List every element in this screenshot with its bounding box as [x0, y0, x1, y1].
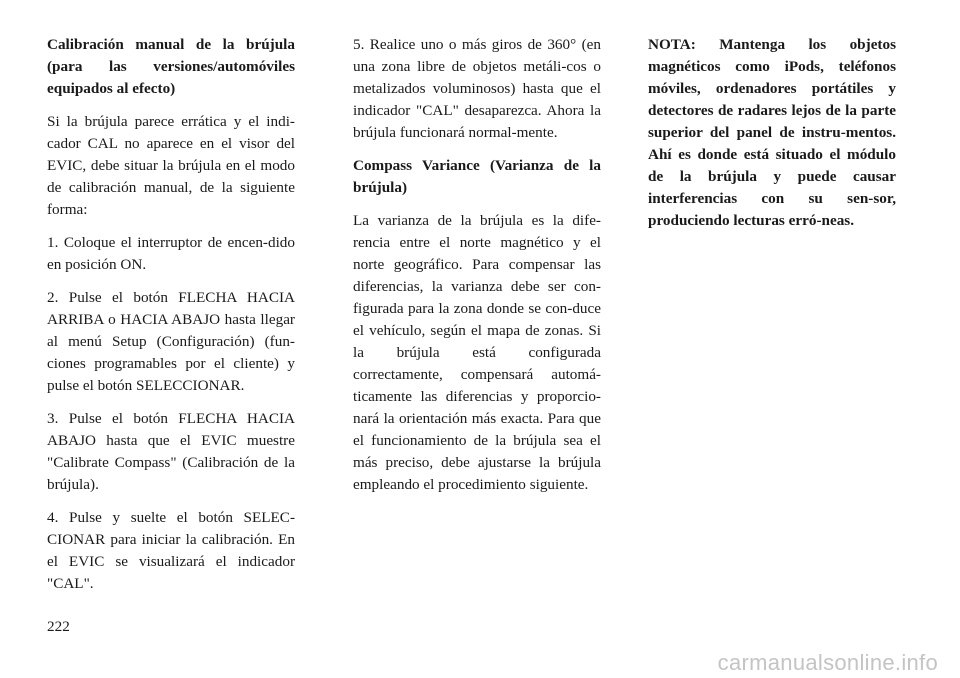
text-column-3 — [648, 34, 896, 243]
section-heading-manual-calibration: Calibración manual de la brújula (para las versiones/automóviles equipados al efecto) — [47, 36, 295, 97]
step-1: 1. Coloque el interruptor de encen-dido en posición ON. — [47, 234, 295, 273]
step-2: 2. Pulse el botón FLECHA HACIA ARRIBA o HACIA ABAJO hasta llegar al menú Setup (Configuración) (fun-ciones programables por el cliente) y pulse el botón SELECCIONAR. — [47, 289, 295, 394]
intro-paragraph: Si la brújula parece errática y el indi-cador CAL no aparece en el visor del EVIC, debe situar la brújula en el modo de calibración manual, de la siguiente forma: — [47, 113, 295, 218]
text-column-1 — [47, 34, 295, 606]
step-4: 4. Pulse y suelte el botón SELEC-CIONAR para iniciar la calibración. En el EVIC se visualizará el indicador "CAL". — [47, 509, 295, 592]
watermark: carmanualsonline.info — [717, 650, 938, 675]
text-column-2 — [353, 34, 601, 507]
note-paragraph: NOTA: Mantenga los objetos magnéticos como iPods, teléfonos móviles, ordenadores portátiles y detectores de radares lejos de la parte superior del panel de instru-mentos. Ahí es donde está situado el módulo de la brújula y puede causar interferencias con su sen-sor, produciendo lecturas erró-neas. — [648, 36, 896, 229]
section-heading-compass-variance: Compass Variance (Varianza de la brújula) — [353, 157, 601, 196]
step-5: 5. Realice uno o más giros de 360° (en una zona libre de objetos metáli-cos o metalizados voluminosos) hasta que el indicador "CAL" desaparezca. Ahora la brújula funcionará normal-mente. — [353, 36, 601, 141]
step-3: 3. Pulse el botón FLECHA HACIA ABAJO hasta que el EVIC muestre "Calibrate Compass" (Calibración de la brújula). — [47, 410, 295, 493]
page-number: 222 — [47, 618, 70, 635]
variance-paragraph: La varianza de la brújula es la dife-rencia entre el norte magnético y el norte geográfico. Para compensar las diferencias, la varianza debe ser con-figurada para la zona donde se con-duce el vehículo, según el mapa de zonas. Si la brújula está configurada correctamente, compensará automá-ticamente las diferencias y proporcio-nará la orientación más exacta. Para que el funcionamiento de la brújula sea el más preciso, debe ajustarse la brújula empleando el procedimiento siguiente. — [353, 212, 601, 493]
